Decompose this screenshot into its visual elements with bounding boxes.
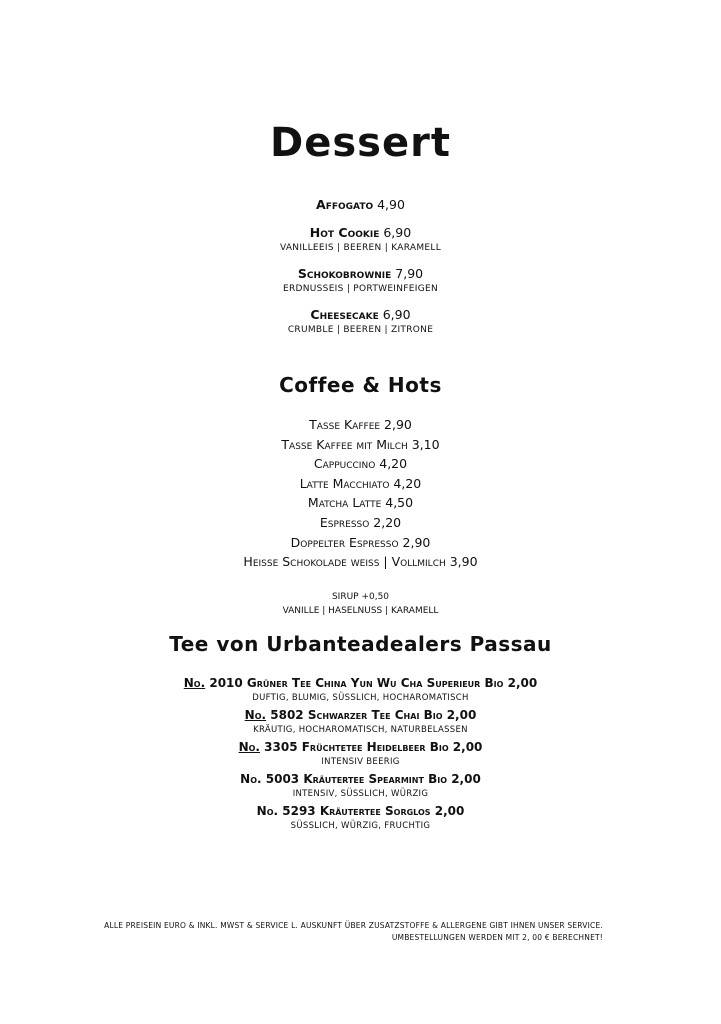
coffee-item: Doppelter Espresso 2,90 (290, 534, 431, 550)
dessert-price: 4,90 (377, 197, 405, 212)
dessert-item-affogato (0, 196, 721, 214)
coffee-item: Cappuccino 4,20 (313, 456, 408, 472)
coffee-item: Espresso 2,20 (319, 514, 402, 530)
dessert-list (0, 196, 721, 347)
coffee-heading: Coffee & Hots (279, 373, 442, 397)
coffee-list (0, 415, 721, 572)
syrup-price: SIRUP +0,50 (331, 592, 390, 602)
tea-number-label: No. (183, 676, 206, 690)
dessert-price: 6,90 (382, 307, 411, 322)
tea-item (0, 675, 721, 705)
tea-heading: Tee von Urbanteadealers Passau (169, 632, 552, 656)
coffee-item: Matcha Latte 4,50 (307, 495, 414, 511)
tea-item (0, 771, 721, 801)
footer-line-prices: ALLE PREISEIN EURO & INKL. MWST & SERVICE L. AUSKUNFT ÜBER ZUSATZSTOFFE & ALLERGENE GIBT IHNEN UNSER SERVICE. (104, 921, 603, 930)
dessert-item-cheesecake (0, 306, 721, 337)
dessert-name: Affogato (316, 197, 374, 212)
tea-name: 5802 Schwarzer Tee Chai Bio 2,00 (266, 708, 477, 722)
dessert-name: Cheesecake (310, 307, 379, 322)
dessert-description: CRUMBLE | BEEREN | ZITRONE (287, 325, 434, 335)
tea-item (0, 739, 721, 769)
footer-line-rebooking: UMBESTELLUNGEN WERDEN MIT 2, 00 € BERECHNET! (391, 933, 603, 942)
tea-name: 5293 Kräutertee Sorglos 2,00 (278, 804, 465, 818)
dessert-description: ERDNUSSEIS | PORTWEINFEIGEN (282, 284, 438, 294)
tea-list (0, 675, 721, 835)
tea-description: KRÄUTIG, HOCHAROMATISCH, NATURBELASSEN (253, 725, 468, 735)
dessert-price: 7,90 (395, 266, 424, 281)
tea-number-label: No. (244, 708, 267, 722)
tea-number-label: No. (238, 740, 260, 754)
tea-item (0, 803, 721, 833)
coffee-item: Latte Macchiato 4,20 (299, 475, 422, 491)
tea-description: INTENSIV BEERIG (321, 757, 400, 767)
tea-name: 2010 Grüner Tee China Yun Wu Cha Superieur Bio 2,00 (205, 676, 538, 690)
tea-description: INTENSIV, SÜSSLICH, WÜRZIG (292, 789, 429, 799)
dessert-name: Hot Cookie (309, 225, 380, 240)
coffee-item: Tasse Kaffee mit Milch 3,10 (281, 436, 440, 452)
syrup-note (0, 590, 721, 618)
coffee-item: Tasse Kaffee 2,90 (309, 417, 412, 432)
footer-note (104, 920, 603, 944)
tea-description: SÜSSLICH, WÜRZIG, FRUCHTIG (290, 821, 431, 831)
dessert-item-hot-cookie (0, 224, 721, 255)
dessert-item-schokobrownie (0, 265, 721, 296)
tea-item (0, 707, 721, 737)
dessert-description: VANILLEEIS | BEEREN | KARAMELL (279, 243, 442, 253)
tea-number-label: No. (240, 772, 262, 786)
page-title: Dessert (270, 120, 451, 166)
tea-name: 5003 Kräutertee Spearmint Bio 2,00 (261, 772, 481, 786)
syrup-flavors: VANILLE | HASELNUSS | KARAMELL (282, 606, 439, 616)
dessert-price: 6,90 (383, 225, 412, 240)
dessert-name: Schokobrownie (297, 266, 392, 281)
tea-name: 3305 Früchtetee Heidelbeer Bio 2,00 (259, 740, 483, 754)
tea-number-label: No. (256, 804, 279, 818)
coffee-item: Heisse Schokolade weiss | Vollmilch 3,90 (243, 554, 478, 570)
tea-description: DUFTIG, BLUMIG, SÜSSLICH, HOCHAROMATISCH (252, 693, 469, 703)
